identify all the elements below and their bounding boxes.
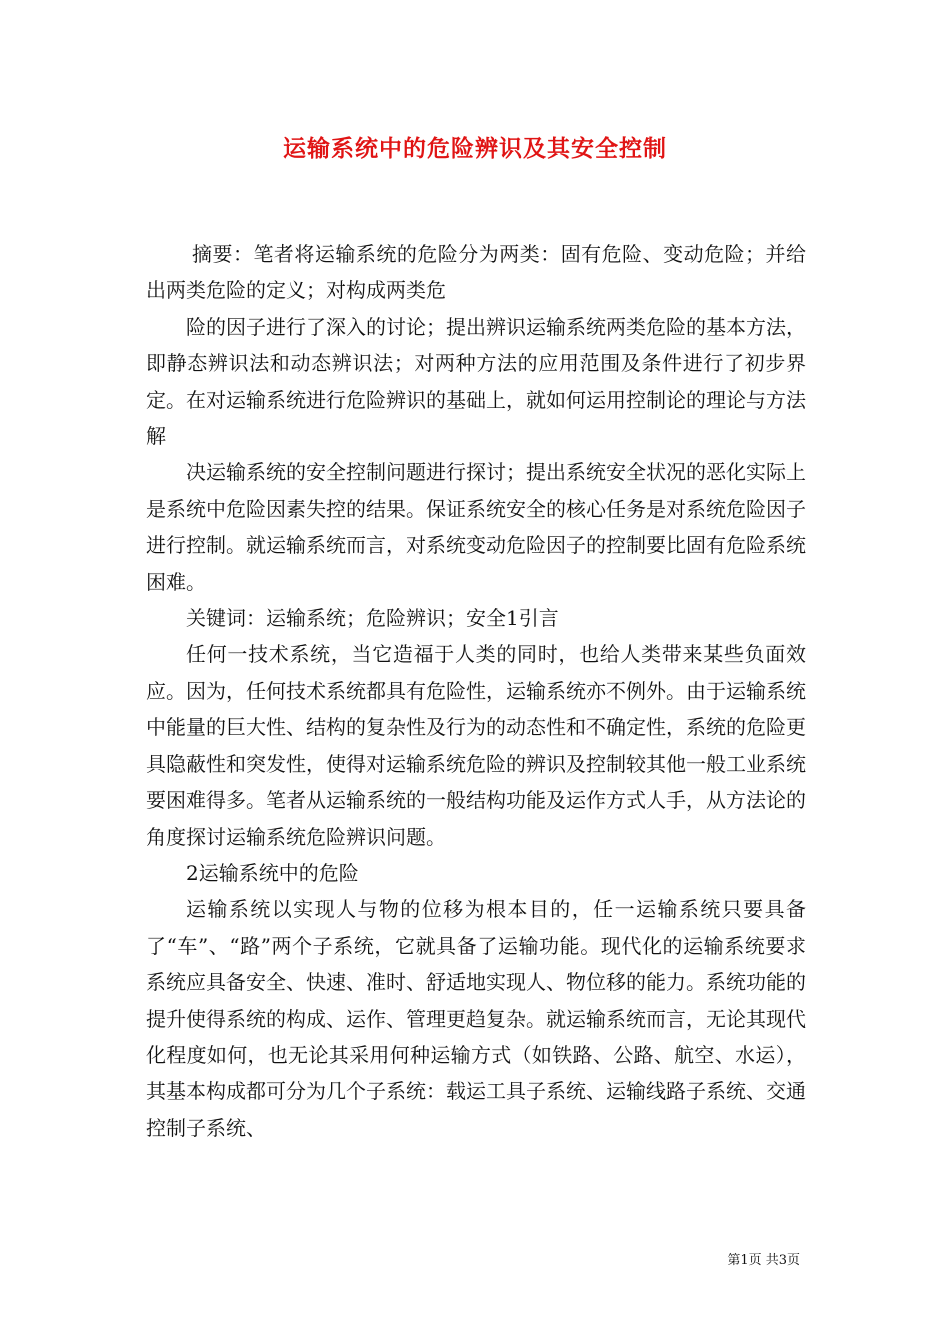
keywords-paragraph: 关键词：运输系统；危险辨识；安全1引言 [186,606,559,631]
section-heading: 2运输系统中的危险 [186,860,359,885]
document-body [146,236,806,1146]
body-paragraph: 任何一技术系统，当它造福于人类的同时，也给人类带来某些负面效应。因为，任何技术系统都具有危险性，运输系统亦不例外。由于运输系统中能量的巨大性、结构的复杂性及行为的动态性和不确定性，系统的危险更具隐蔽性和突发性，使得对运输系统危险的辨识及控制较其他一般工业系统要困难得多。笔者从运输系统的一般结构功能及运作方式人手，从方法论的角度探讨运输系统危险辨识问题。 [146,642,806,849]
page-number-footer: 第1页 共3页 [727,1253,800,1268]
abstract-paragraph: 摘要：笔者将运输系统的危险分为两类：固有危险、变动危险；并给出两类危险的定义；对构成两类危 [146,242,806,303]
body-paragraph: 运输系统以实现人与物的位移为根本目的，任一运输系统只要具备了“车”、“路”两个子系统，它就具备了运输功能。现代化的运输系统要求系统应具备安全、快速、准时、舒适地实现人、物位移的能力。系统功能的提升使得系统的构成、运作、管理更趋复杂。就运输系统而言，无论其现代化程度如何，也无论其采用何种运输方式（如铁路、公路、航空、水运），其基本构成都可分为几个子系统：载运工具子系统、运输线路子系统、交通控制子系统、 [146,897,806,1140]
document-title: 运输系统中的危险辨识及其安全控制 [283,136,667,162]
body-paragraph: 决运输系统的安全控制问题进行探讨；提出系统安全状况的恶化实际上是系统中危险因素失控的结果。保证系统安全的核心任务是对系统危险因子进行控制。就运输系统而言，对系统变动危险因子的控制要比固有危险系统困难。 [146,460,806,594]
body-paragraph: 险的因子进行了深入的讨论；提出辨识运输系统两类危险的基本方法，即静态辨识法和动态辨识法；对两种方法的应用范围及条件进行了初步界定。在对运输系统进行危险辨识的基础上，就如何运用控制论的理论与方法解 [146,314,806,449]
